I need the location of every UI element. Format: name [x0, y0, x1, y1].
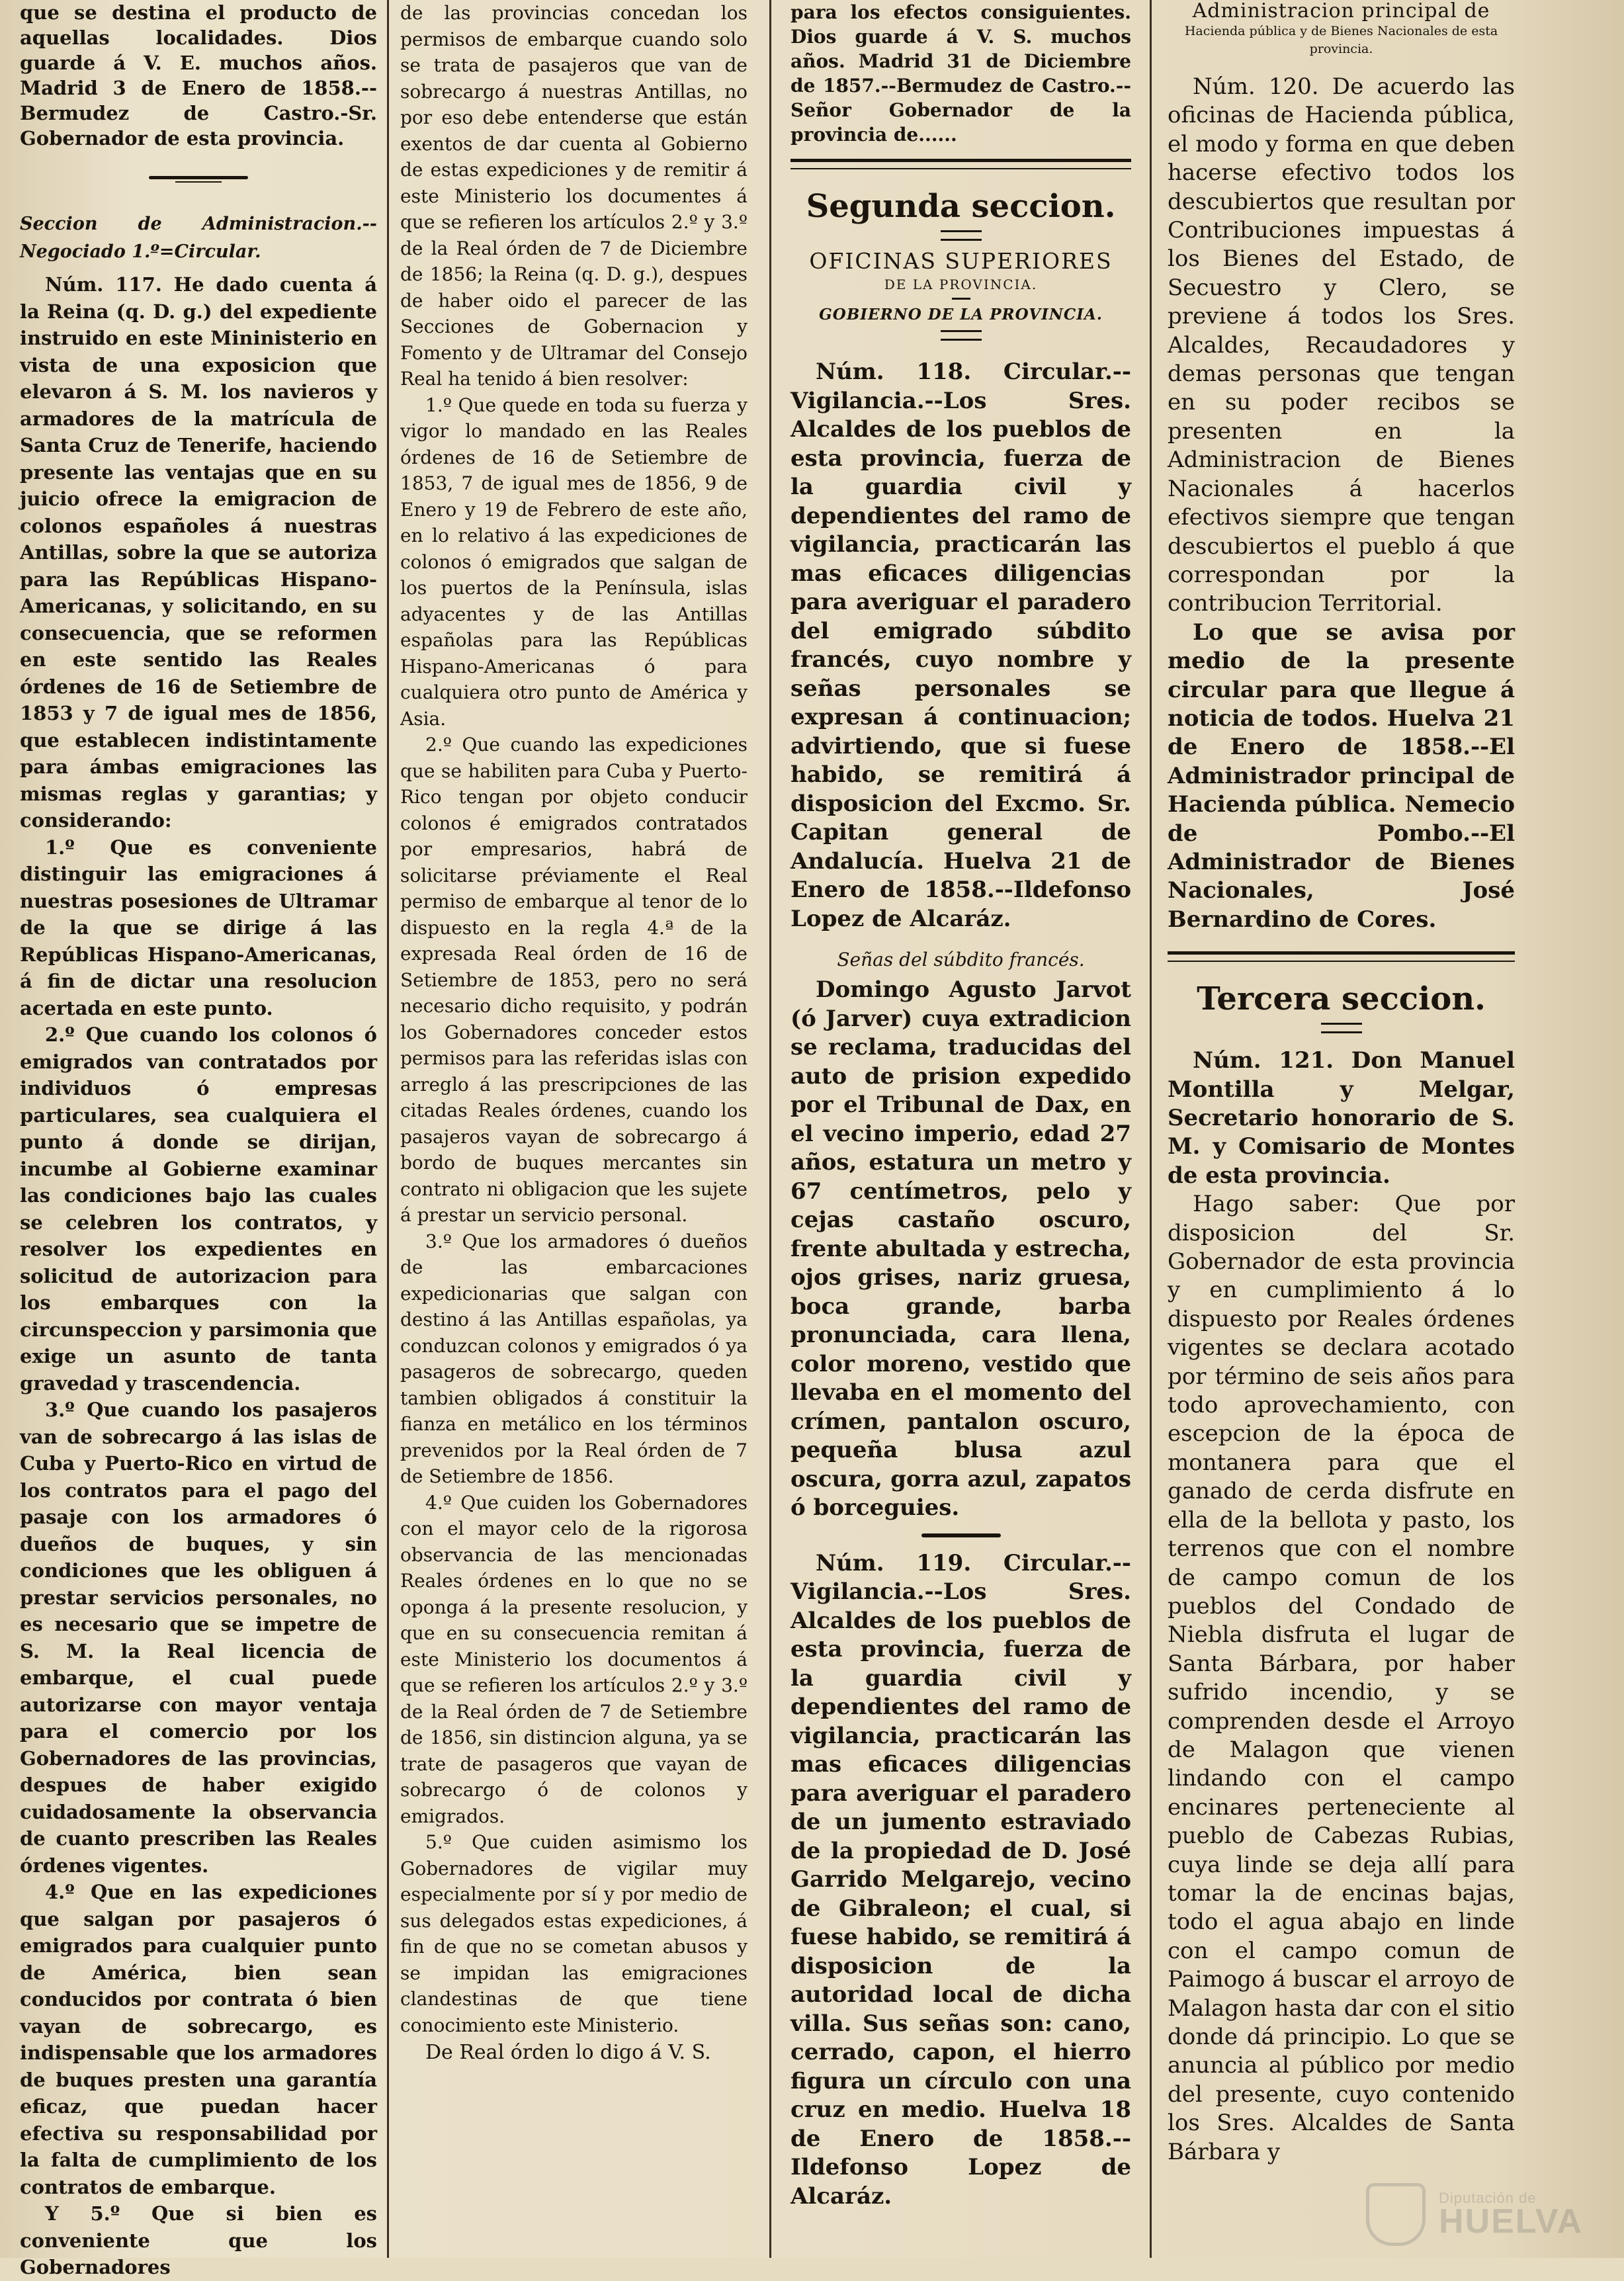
coat-of-arms-icon: [1366, 2183, 1426, 2246]
article-121: Núm. 121. Don Manuel Montilla y Melgar, Secretario honorario de S. M. y Comisario de Montes de esta provincia.: [1168, 1047, 1515, 1189]
resolution-2: 2.º Que cuando las expediciones que se habiliten para Cuba y Puerto-Rico tengan por objeto conducir colonos é emigrados contratados por empresarios, habrá de solicitarse préviamente el Real permiso de embarque al tenor de lo dispuesto en la regla 4.ª de la expresada Real órden de 16 de Setiembre de 1853, pero no será necesario dicho requisito, y podrán los Gobernadores conceder estos permisos para las referidas islas con arreglo á las prescripciones de las citadas Reales órdenes, cuando los pasajeros vayan de sobrecargo á bordo de buques mercantes sin contrato ni obligacion que les sujete á prestar un servicio personal.: [400, 734, 748, 1226]
article-120: Núm. 120. De acuerdo las oficinas de Hacienda pública, el modo y forma en que deben hacerse efectivo todos los descubiertos que resultan por Contribuciones impuestas á los Bienes del Estado, de Secuestro y Clero, se previene á todos los Sres. Alcaldes, Recaudadores y demas personas que tengan en su poder recibos se presenten en la Administracion de Bienes Nacionales á hacerlos efectivos siempre que tengan descubiertos el pueblo á que correspondan por la contribucion Territorial.: [1168, 73, 1515, 617]
segunda-seccion-title: Segunda seccion.: [806, 188, 1116, 225]
column-rule: [769, 0, 771, 2258]
double-rule: [941, 330, 982, 341]
consideration-2: 2.º Que cuando los colonos ó emigrados van contratados por individuos ó empresas particulares, sea cualquiera el punto á donde se dirijan, incumbe al Gobierne examinar las condiciones bajo las cuales se celebren los contratos, y resolver los expedientes en solicitud de autorizacion para los embarques con la circunspeccion y parsimonia que exige un asunto de tanta gravedad y trascendencia.: [20, 1023, 377, 1395]
column-3: [791, 0, 1131, 2258]
royal-order-closing: De Real órden lo digo á V. S.: [425, 2041, 711, 2064]
tercera-seccion-title: Tercera seccion.: [1197, 980, 1486, 1018]
aviso-circular: Lo que se avisa por medio de la presente circular para que llegue á noticia de todos. Huelva 21 de Enero de 1858.--El Administrador principal de Hacienda pública. Nemecio de Pombo.--El Administrador de Bienes Nacionales, José Bernardino de Cores.: [1168, 619, 1515, 933]
resolution-1: 1.º Que quede en toda su fuerza y vigor lo mandado en las Reales órdenes de 16 de Setiembre de 1853, 7 de igual mes de 1856, 9 de Enero y 19 de Febrero de este año, en lo relativo á las expediciones de colonos ó emigrados que salgan de los puertos de la Península, islas adyacentes y de las Antillas españolas para las Repúblicas Hispano-Americanas ó para cualquiera otro punto de América y Asia.: [400, 394, 748, 730]
article-119: Núm. 119. Circular.--Vigilancia.--Los Sres. Alcaldes de los pueblos de esta provincia, fuerza de la guardia civil y dependientes del ramo de vigilancia, practicarán las mas eficaces diligencias para averiguar el paradero de un jumento estraviado de la propiedad de D. José Garrido Melgarejo, vecino de Gibraleon; el cual, si fuese habido, se remitirá á disposicion de la autoridad local de dicha villa. Sus señas son: cano, cerrado, capon, el hierro figura un círculo con una cruz en medio. Huelva 18 de Enero de 1858.--Ildefonso Lopez de Alcaráz.: [791, 1549, 1131, 2210]
col2-continuation: de las provincias concedan los permisos de embarque cuando solo se trata de pasajeros que van de sobrecargo á nuestras Antillas, no por eso debe entenderse que están exentos de dar cuenta al Gobierno de estas expediciones y de remitir á este Ministerio los documentes á que se refieren los artículos 2.º y 3.º de la Real órden de 7 de Diciembre de 1856; la Reina (q. D. g.), despues de haber oido el parecer de las Secciones de Gobernacion y Fomento y de Ultramar del Consejo Real ha tenido á bien resolver:: [400, 2, 748, 390]
double-rule: [1321, 1023, 1362, 1033]
double-rule: [941, 230, 982, 241]
column-rule: [1150, 0, 1152, 2258]
resolution-3: 3.º Que los armadores ó dueños de las embarcaciones expedicionarias que salgan con destino á las Antillas españolas, ya conduzcan colonos y emigrados ó ya pasageros de sobrecargo, queden tambien obligados á constituir la fianza en metálico en los términos prevenidos por la Real órden de 7 de Setiembre de 1856.: [400, 1230, 748, 1487]
resolution-5: 5.º Que cuiden asimismo los Gobernadores de vigilar muy especialmente por sí y por medio de sus delegados estas expediciones, á fin de que no se cometan abusos y se impidan las emigraciones clandestinas de que tiene conocimiento este Ministerio.: [400, 1831, 748, 2036]
archive-watermark: [1359, 2163, 1611, 2243]
section-ornament: [921, 1532, 1001, 1540]
short-rule: [952, 298, 970, 300]
consideration-1: 1.º Que es conveniente distinguir las emigraciones á nuestras posesiones de Ultramar de la que se dirige á las Repúblicas Hispano-Americanas, á fin de dictar una resolucion acertada en este punto.: [20, 836, 377, 1019]
gobierno-provincia-heading: GOBIERNO DE LA PROVINCIA.: [819, 306, 1103, 323]
consideration-5: Y 5.º Que si bien es conveniente que los Gobernadores: [20, 2202, 377, 2278]
consideration-4: 4.º Que en las expediciones que salgan por pasajeros ó emigrados para cualquier punto de América, bien sean conducidos por contrata ó bien vayan de sobrecargo, es indispensable que los armadores de buques presten una garantía eficaz, que puedan hacer efectiva su responsabilidad por la falta de cumplimiento de los contratos de embarque.: [20, 1881, 377, 2198]
administracion-heading: Administracion principal de: [1192, 0, 1490, 22]
article-117: Núm. 117. He dado cuenta á la Reina (q. D. g.) del expediente instruido en este Mininisterio en vista de una exposicion que elevaron á S. M. los navieros y armadores de la matrícula de Santa Cruz de Tenerife, haciendo presente las ventajas que en su juicio ofrece la emigracion de colonos españoles á nuestras Antillas, sobre la que se autoriza para las Repúblicas Hispano-Americanas, y solicitando, en su consecuencia, que se reformen en este sentido las Reales órdenes de 16 de Setiembre de 1853 y 7 de igual mes de 1856, que establecen indistintamente para ámbas emigraciones las mismas reglas y garantias; y considerando:: [20, 273, 377, 832]
resolution-4: 4.º Que cuiden los Gobernadores con el mayor celo de la rigorosa observancia de las mencionadas Reales órdenes en lo que no se oponga á la presente resolucion, y que en su consecuencia remitan á este Ministerio los documentos á que se refieren los artículos 2.º y 3.º de la Real órden de 7 de Setiembre de 1856, sin distincion alguna, ya se trate de pasageros que vayan de sobrecargo ó de colonos y emigrados.: [400, 1491, 748, 1827]
section-ornament: [149, 175, 248, 184]
de-la-provincia-heading: DE LA PROVINCIA.: [884, 277, 1038, 292]
senas-description: Domingo Agusto Jarvot (ó Jarver) cuya extradicion se reclama, traducidas del auto de prision expedido por el Tribunal de Dax, en el vecino imperio, edad 27 años, estatura un metro y 67 centímetros, pelo y cejas castaño oscuro, frente abultada y estrecha, ojos grises, nariz gruesa, boca grande, barba pronunciada, cara llena, color moreno, vestido que llevaba en el momento del crímen, pantalon oscuro, pequeña blusa azul oscura, gorra azul, zapatos ó borceguies.: [791, 976, 1131, 1521]
col1-section-title: Seccion de Administracion.--Negociado 1.º=Circular.: [20, 214, 377, 262]
column-rule: [387, 0, 389, 2258]
column-1: [20, 0, 377, 2278]
watermark-line-2: HUELVA: [1439, 2202, 1584, 2241]
hago-saber: Hago saber: Que por disposicion del Sr. Gobernador de esta provincia y en cumplimiento á lo dispuesto por Reales órdenes vigentes se declara acotado por término de seis años para todo aprovechamiento, con escepcion de la época de montanera para que el ganado de cerda disfrute en ella de la bellota y pasto, los terrenos que con el nombre de campo comun de los pueblos del Condado de Niebla disfruta el lugar de Santa Bárbara, por haber sufrido incendio, y se comprenden desde el Arroyo de Malagon que vienen lindando con el campo encinares perteneciente al pueblo de Cabezas Rubias, cuya linde se deja allí para tomar la de encinas bajas, todo el agua abajo en linde con el campo comun de Paimogo á buscar el arroyo de Malagon hasta dar con el sitio donde dá principio. Lo que se anuncia al público por medio del presente, cuyo contenido los Sres. Alcaldes de Santa Bárbara y: [1168, 1191, 1515, 2165]
section-rule: [791, 159, 1131, 169]
watermark-line-1: Diputación de: [1439, 2190, 1537, 2206]
hacienda-subheading: Hacienda pública y de Bienes Nacionales de esta provincia.: [1184, 24, 1498, 56]
article-118: Núm. 118. Circular.--Vigilancia.--Los Sres. Alcaldes de los pueblos de esta provincia, fuerza de la guardia civil y dependientes del ramo de vigilancia, practicarán las mas eficaces diligencias para averiguar el paradero del emigrado súbdito francés, cuyo nombre y señas personales se expresan á continuacion; advirtiendo, que si fuese habido, se remitirá á disposicion del Excmo. Sr. Capitan general de Andalucía. Huelva 21 de Enero de 1858.--Ildefonso Lopez de Alcaráz.: [791, 359, 1131, 932]
section-rule: [1168, 951, 1515, 962]
column-4: [1168, 0, 1515, 2258]
col3-continuation: para los efectos consiguientes. Dios guarde á V. S. muchos años. Madrid 31 de Diciembre de 1857.--Bermudez de Castro.--Señor Gobernador de la provincia de......: [791, 1, 1131, 146]
col1-intro: que se destina el producto de aquellas localidades. Dios guarde á V. E. muchos años. Madrid 3 de Enero de 1858.--Bermudez de Castro.-Sr. Gobernador de esta provincia.: [20, 1, 377, 150]
consideration-3: 3.º Que cuando los pasajeros van de sobrecargo á las islas de Cuba y Puerto-Rico en virtud de los contratos para el pago del pasaje con los armadores ó dueños de buques, y sin condiciones que les obliguen á prestar servicios personales, no es necesario que se impetre de S. M. la Real licencia de embarque, el cual puede autorizarse con mayor ventaja para el comercio por los Gobernadores de las provincias, despues de haber exigido cuidadosamente la observancia de cuanto prescriben las Reales órdenes vigentes.: [20, 1399, 377, 1877]
oficinas-superiores-heading: OFICINAS SUPERIORES: [809, 248, 1113, 274]
senas-title: Señas del súbdito francés.: [837, 949, 1085, 970]
column-2: [400, 0, 748, 2258]
